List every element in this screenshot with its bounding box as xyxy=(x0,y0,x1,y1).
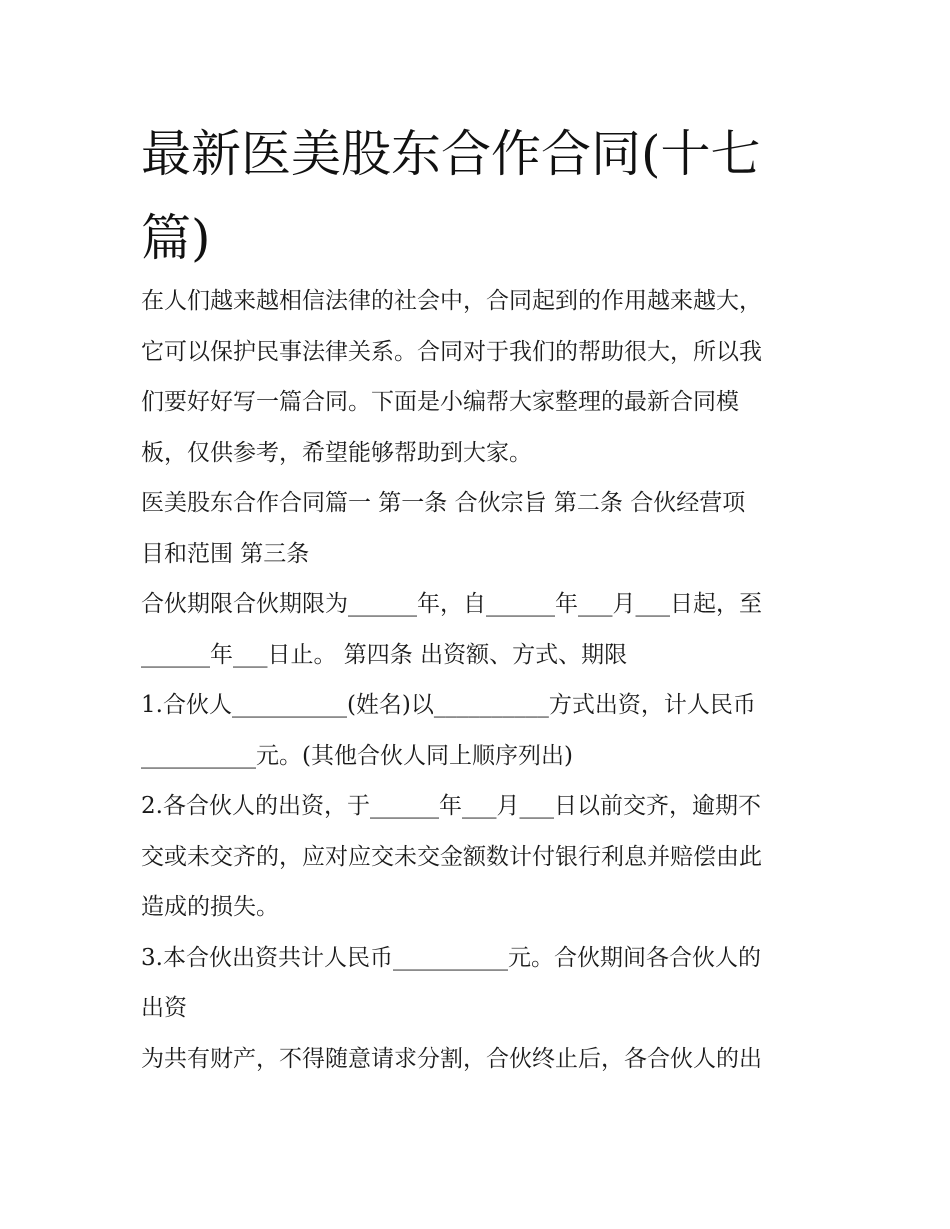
body-line: 目和范围 第三条 xyxy=(141,540,310,567)
body-line: 造成的损失。 xyxy=(141,894,279,920)
body-line: 出资 xyxy=(141,995,187,1021)
body-line: 在人们越来越相信法律的社会中，合同起到的作用越来越大， xyxy=(141,288,762,314)
body-line: 2.各合伙人的出资，于______年___月___日以前交齐，逾期不 xyxy=(141,793,761,819)
title-line: 篇) xyxy=(141,209,211,267)
body-line: 医美股东合作合同篇一 第一条 合伙宗旨 第二条 合伙经营项 xyxy=(141,490,746,516)
body-line: 们要好好写一篇合同。下面是小编帮大家整理的最新合同模 xyxy=(141,389,739,415)
document-body xyxy=(141,276,821,1084)
title-line: 最新医美股东合作合同(十七 xyxy=(141,125,761,183)
body-line: 板，仅供参考，希望能够帮助到大家。 xyxy=(141,439,532,466)
body-line: 交或未交齐的，应对应交未交金额数计付银行利息并赔偿由此 xyxy=(141,843,762,870)
body-line: __________元。(其他合伙人同上顺序列出) xyxy=(141,742,573,769)
body-line: 1.合伙人__________(姓名)以__________方式出资，计人民币 xyxy=(141,692,756,718)
body-line: 为共有财产，不得随意请求分割，合伙终止后，各合伙人的出 xyxy=(141,1045,762,1072)
document-title xyxy=(141,112,821,280)
body-line: ______年___日止。 第四条 出资额、方式、期限 xyxy=(141,641,628,668)
body-line: 它可以保护民事法律关系。合同对于我们的帮助很大，所以我 xyxy=(141,338,762,365)
body-line: 合伙期限合伙期限为______年，自______年___月___日起，至 xyxy=(141,591,762,617)
body-line: 3.本合伙出资共计人民币__________元。合伙期间各合伙人的 xyxy=(141,944,761,971)
